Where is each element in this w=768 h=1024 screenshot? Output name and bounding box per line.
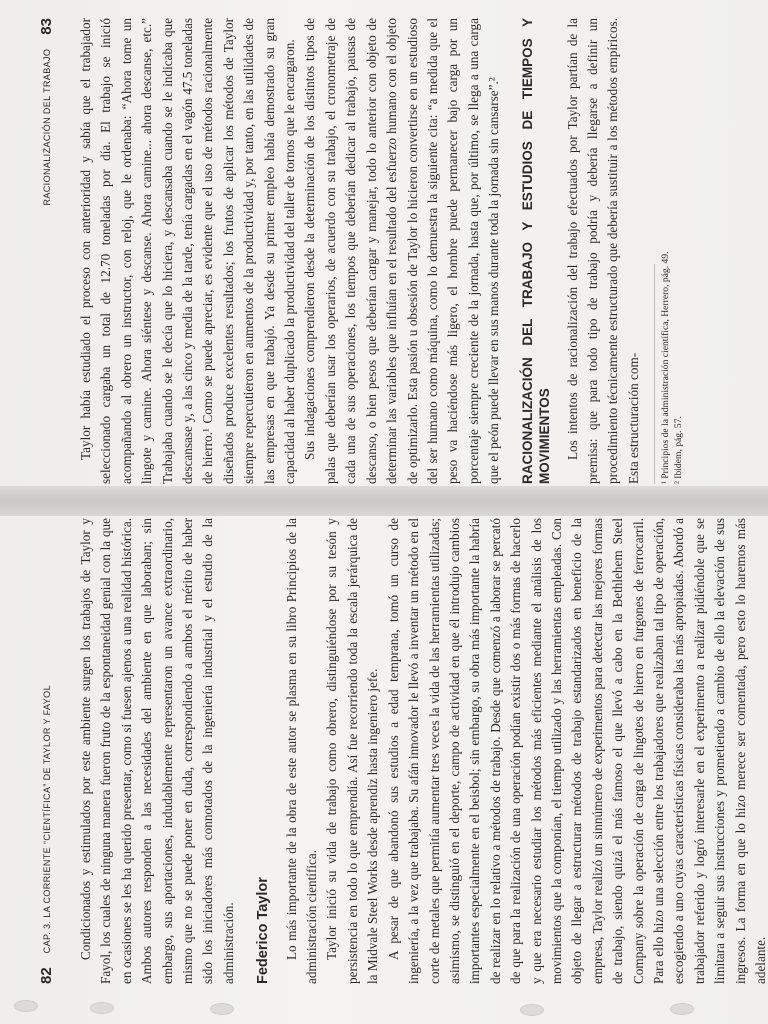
left-page <box>0 518 768 984</box>
paragraph: Lo más importante de la obra de este autor se plasma en su libro Principios de la administración científica. <box>283 518 320 984</box>
paragraph: Condicionados y estimulados por este ambiente surgen los trabajos de Taylor y Fayol, los cuales de ninguna manera fueron fruto de la espontaneidad genial con la que en ocasiones se les ha querido presentar, como si fuesen ajenos a una realidad histórica. Ambos autores responden a las necesidades del ambiente en que laboraban; sin embargo, sus aportaciones, indudablemente representaron un avance extraordinario, mismo que no se puede poner en duda, correspondiendo a ambos el mérito de haber sido los iniciadores más connotados de la ingeniería industrial y el estudio de la administración. <box>78 518 236 984</box>
paragraph: Los intentos de racionalización del trabajo efectuados por Taylor partían de la premisa: que para todo tipo de trabajo podría y debería llegarse a definir un procedimiento técnicamente estructurado que debería sustituir a los métodos empíricos. Esta estructuración com- <box>564 18 641 484</box>
paragraph: Taylor inició su vida de trabajo como obrero, distinguiéndose por su tesón y persistencia en todo lo que emprendía. Así fue recorriendo toda la escala jerárquica de la Midvale Steel Works desde aprendiz hasta ingeniero jefe. <box>324 518 381 984</box>
left-page-header <box>36 518 58 984</box>
paragraph: Taylor había estudiado el proceso con anterioridad y sabía que el trabajador seleccionado cargaba un total de 12.70 toneladas por día. El trabajo se inició acompañando al obrero un instructor, con reloj, que le ordenaba: “Ahora tome un lingote y camine. Ahora siéntese y descanse. Ahora camine... ahora descanse, etc.” Trabajaba cuando se le decía que lo hiciera, y descansaba cuando se le indicaba que descansase y, a las cinco y media de la tarde, tenía cargadas en el vagón 47.5 toneladas de hierro.¹ Como se puede apreciar, es evidente que el uso de métodos racionalmente diseñados produce excelentes resultados; los frutos de aplicar los métodos de Taylor siempre repercutieron en aumentos de la productividad y, por tanto, en las utilidades de las empresas en que trabajó. Ya desde su primer empleo había demostrado su gran capacidad al haber duplicado la productividad del taller de tornos que le encargaron. <box>78 18 298 484</box>
paragraph: Sus indagaciones comprendieron desde la determinación de los distintos tipos de palas que deberían usar los operarios, de acuerdo con su trabajo, el cronometraje de cada una de sus operaciones, los tiempos que deberían dedicar al trabajo, pausas de descanso, o bien pesos que deberían cargar y manejar, todo lo anterior con objeto de determinar las variables que influían en el resultado del esfuerzo humano con el objeto de optimizarlo. Esta pasión u obsesión de Taylor lo hicieron convertirse en un estudioso del ser humano como máquina, como lo demuestra la siguiente cita: “a medida que el peso va haciéndose más ligero, el hombre puede permanecer bajo carga por un porcentaje siempre creciente de la jornada, hasta que, por último, se llega a una carga que el peón puede llevar en sus manos durante toda la jornada sin cansarse”.² <box>302 18 502 484</box>
footnote: ¹ Principios de la administración científica, Herrero, pág. 49. <box>660 251 672 484</box>
page-number: 83 <box>37 18 55 35</box>
running-head: CAP. 3. LA CORRIENTE “CIENTÍFICA” DE TAYLOR Y FAYOL <box>41 685 52 954</box>
section-title: RACIONALIZACIÓN DEL TRABAJO Y ESTUDIOS DE TIEMPOS Y MOVIMIENTOS <box>519 18 552 484</box>
section-title: Federico Taylor <box>255 877 272 984</box>
footnote: ² Ibidem, pág. 57. <box>673 416 685 484</box>
book-gutter <box>0 486 768 516</box>
paragraph: A pesar de que abandonó sus estudios a edad temprana, tomó un curso de ingeniería, a la vez que trabajaba. Su afán innovador le llevó a inventar un método en el corte de metales que permitía aumentar tres veces la vida de las herramientas utilizadas; asimismo, se distinguió en el deporte, campo de actividad en que él introdujo cambios importantes especialmente en el beisbol; sin embargo, su obra más importante la habría de realizar en lo relativo a métodos de trabajo. Desde que comenzó a laborar se percató de que para la realización de una operación podían existir dos o más formas de hacerlo y que era necesario estudiar los métodos más eficientes mediante el análisis de los movimientos que la componían, el tiempo utilizado y las herramientas empleadas. Con objeto de llegar a estructurar métodos de trabajo estandarizados en beneficio de la empresa, Taylor realizó un sinnúmero de experimentos para detectar las mejores formas de trabajo, siendo quizá el más famoso el que llevó a cabo en la Bethlehem Steel Company sobre la operación de carga de lingotes de hierro en furgones de ferrocarril. Para ello hizo una selección entre los trabajadores que realizaban tal tipo de operación, escogiendo a uno cuyas características físicas consideraba las más apropiadas. Abordó a trabajador referido y logró interesarle en el experimento a realizar pidiéndole que se limitara a seguir sus instrucciones y prometiendo a cambio de ello la elevación de sus ingresos. La forma en que lo hizo merece ser comentada, pero esto lo haremos más adelante. <box>385 518 768 984</box>
page-number: 82 <box>37 967 55 984</box>
right-page-header <box>36 18 58 484</box>
running-head: RACIONALIZACIÓN DEL TRABAJO <box>41 48 52 206</box>
right-page <box>0 18 768 484</box>
footnotes <box>654 251 685 484</box>
